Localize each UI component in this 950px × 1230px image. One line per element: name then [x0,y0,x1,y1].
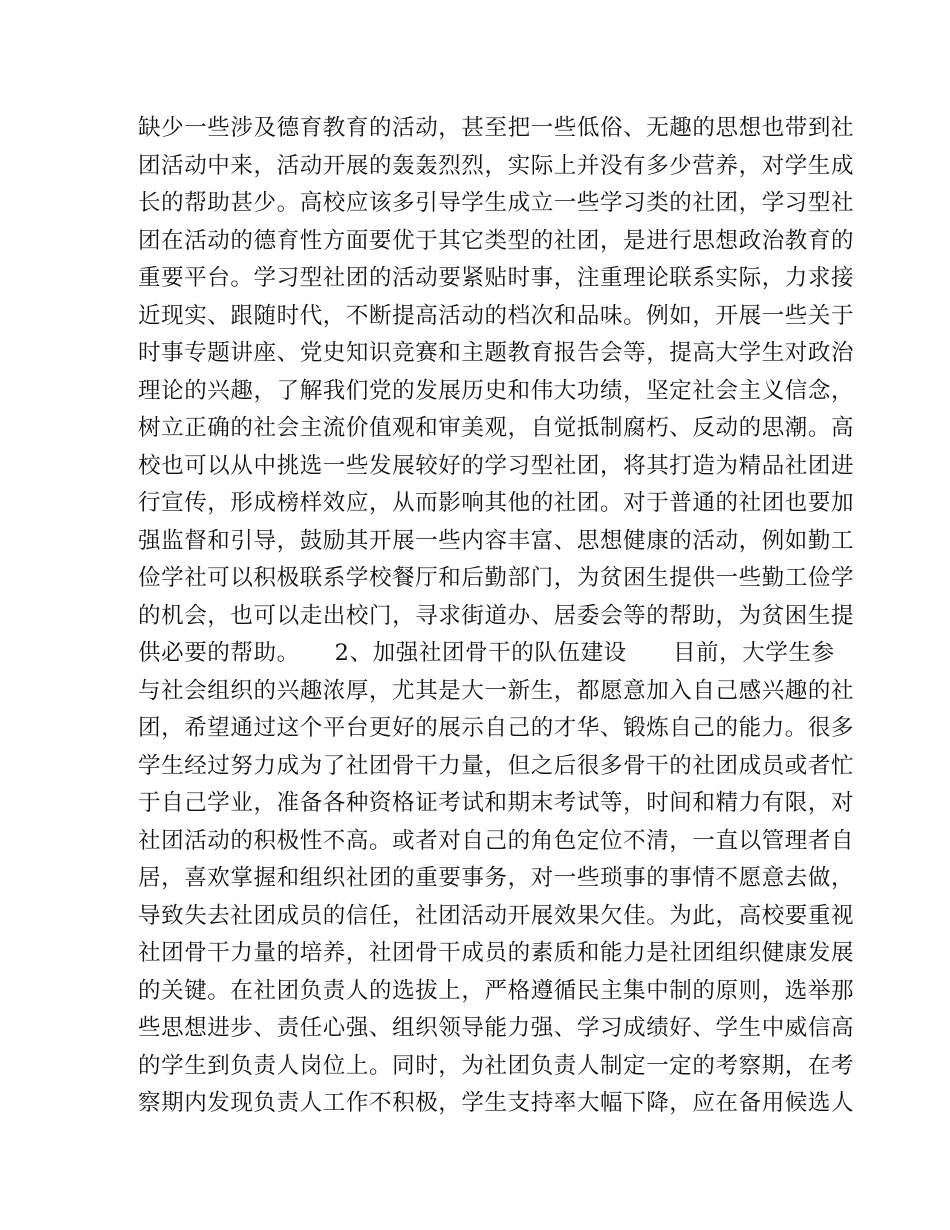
text-line: 些思想进步、责任心强、组织领导能力强、学习成绩好、学生中威信高 [138,1015,855,1041]
text-line: 缺少一些涉及德育教育的活动，甚至把一些低俗、无趣的思想也带到社 [138,115,855,141]
text-line: 学生经过努力成为了社团骨干力量，但之后很多骨干的社团成员或者忙 [138,752,855,779]
text-line: 时事专题讲座、党史知识竞赛和主题教育报告会等，提高大学生对政治 [138,340,855,366]
text-line: 的关键。在社团负责人的选拔上，严格遵循民主集中制的原则，选举那 [138,977,855,1004]
text-line: 俭学社可以积极联系学校餐厅和后勤部门，为贫困生提供一些勤工俭学 [138,565,855,591]
text-line: 的机会，也可以走出校门，寻求街道办、居委会等的帮助，为贫困生提 [138,602,855,629]
text-line: 导致失去社团成员的信任，社团活动开展效果欠佳。为此，高校要重视 [138,902,855,929]
text-line: 察期内发现负责人工作不积极，学生支持率大幅下降，应在备用候选人 [138,1090,855,1116]
text-line: 强监督和引导，鼓励其开展一些内容丰富、思想健康的活动，例如勤工 [138,527,855,554]
text-line: 居，喜欢掌握和组织社团的重要事务，对一些琐事的事情不愿意去做， [138,865,855,891]
text-line: 与社会组织的兴趣浓厚，尤其是大一新生，都愿意加入自己感兴趣的社 [138,677,855,704]
text-line: 于自己学业，准备各种资格证考试和期末考试等，时间和精力有限，对 [138,790,855,816]
text-line: 团活动中来，活动开展的轰轰烈烈，实际上并没有多少营养，对学生成 [138,152,855,179]
text-line: 近现实、跟随时代，不断提高活动的档次和品味。例如，开展一些关于 [138,302,855,329]
text-line: 重要平台。学习型社团的活动要紧贴时事，注重理论联系实际，力求接 [138,265,855,291]
text-line: 团，希望通过这个平台更好的展示自己的才华、锻炼自己的能力。很多 [138,715,855,741]
text-line: 长的帮助甚少。高校应该多引导学生成立一些学习类的社团，学习型社 [138,190,855,216]
text-line: 社团骨干力量的培养，社团骨干成员的素质和能力是社团组织健康发展 [138,940,855,966]
body-text [138,110,855,1123]
text-line: 理论的兴趣，了解我们党的发展历史和伟大功绩，坚定社会主义信念， [138,377,855,404]
text-line: 的学生到负责人岗位上。同时，为社团负责人制定一定的考察期，在考 [138,1052,855,1079]
text-line: 供必要的帮助。 2、加强社团骨干的队伍建设 目前，大学生参 [138,640,835,666]
text-line: 社团活动的积极性不高。或者对自己的角色定位不清，一直以管理者自 [138,827,855,854]
text-line: 树立正确的社会主流价值观和审美观，自觉抵制腐朽、反动的思潮。高 [138,415,855,441]
text-line: 校也可以从中挑选一些发展较好的学习型社团，将其打造为精品社团进 [138,452,855,479]
text-line: 团在活动的德育性方面要优于其它类型的社团，是进行思想政治教育的 [138,227,855,254]
text-line: 行宣传，形成榜样效应，从而影响其他的社团。对于普通的社团也要加 [138,490,855,516]
